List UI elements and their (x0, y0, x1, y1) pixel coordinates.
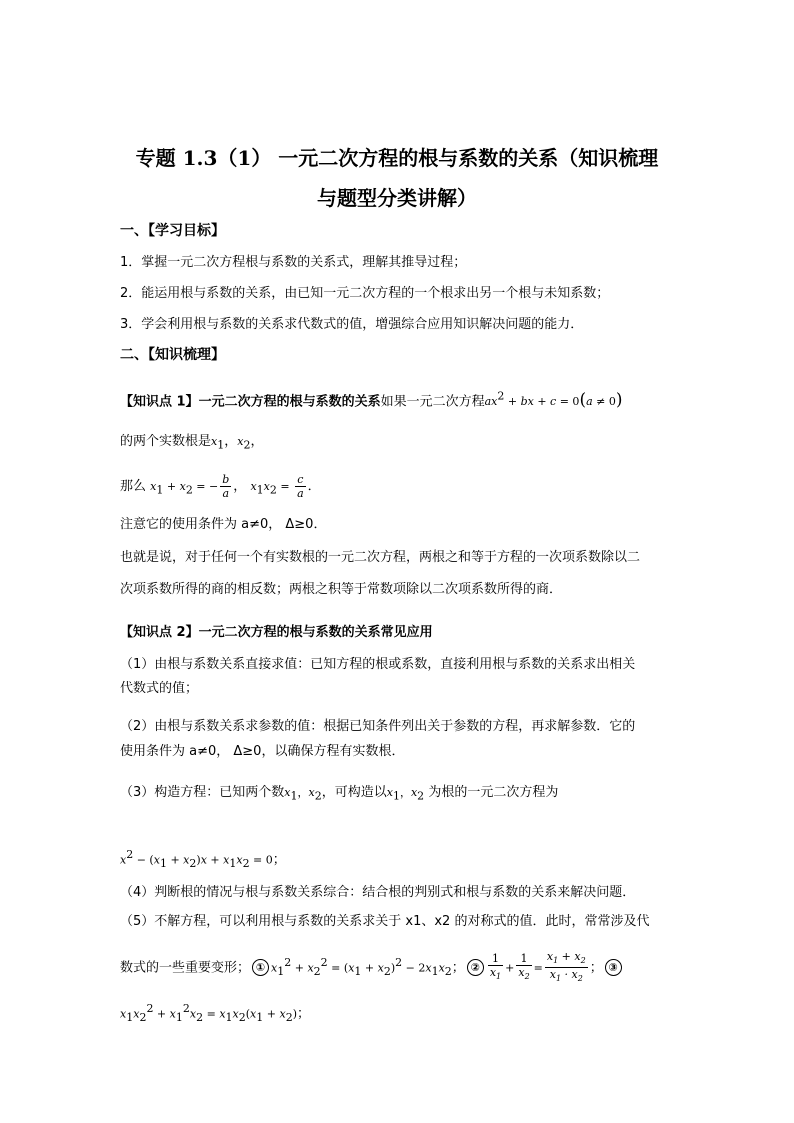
fraction-1-over-x2: $\frac{1}{x_2}$ (518, 952, 530, 982)
application-1-line2: 代数式的值； (120, 681, 199, 696)
section-heading-knowledge: 二、【知识梳理】 (120, 347, 225, 363)
goal-item-1: 1．掌握一元二次方程根与系数的关系式，理解其推导过程； (120, 255, 467, 270)
application-3-text-c: 为根的一元二次方程为 (428, 785, 559, 800)
quadratic-formula: $ax^2$ + bx + c = 0(a ≠ 0) (484, 390, 623, 411)
circle-number-3: ③ (605, 959, 622, 976)
application-4: （4）判断根的情况与根与系数关系综合：结合根的判别式和根与系数的关系来解决问题． (120, 885, 636, 900)
knowledge-point-1-label: 【知识点 1】一元二次方程的根与系数的关系 (120, 394, 381, 410)
separator: ， (224, 434, 238, 449)
fraction-1-over-x1: $\frac{1}{x_1}$ (489, 952, 502, 982)
goal-item-2: 2．能运用根与系数的关系，由已知一元二次方程的一个根求出另一个根与未知系数； (120, 286, 610, 301)
application-5-line1: （5）不解方程，可以利用根与系数的关系求关于 x1、x2 的对称式的值．此时，常常涉及代 (120, 914, 650, 929)
page-title-line1: 专题 1.3（1） 一元二次方程的根与系数的关系（知识梳理 (135, 146, 659, 170)
then-text: 那么 (120, 479, 147, 494)
usage-note: 注意它的使用条件为 a≠0， Δ≥0． (120, 517, 327, 532)
roots-text: 的两个实数根是 (120, 434, 212, 449)
vieta-formula-line: 那么 $x_1 + x_2$ = − $\frac{b}{a}$ ， $x_1x_2$ = $\frac{c}{a}$ ． (120, 473, 321, 500)
application-2-line2: 使用条件为 a≠0， Δ≥0，以确保方程有实数根． (120, 744, 405, 759)
knowledge-point-1-intro: 如果一元二次方程 (380, 394, 485, 410)
identity-3: $x_1x_2^2 + x_1^2x_2 = x_1x_2(x_1 + x_2)$； (120, 1002, 311, 1024)
circle-number-2: ② (467, 959, 484, 976)
application-3-text-a: （3）构造方程：已知两个数 (120, 785, 285, 800)
application-1-line1: （1）由根与系数关系直接求值：已知方程的根或系数，直接利用根与系数的关系求出相关 (120, 657, 636, 672)
roots-line: 的两个实数根是$x_1$，$x_2$， (120, 434, 264, 452)
application-5-line2: 数式的一些重要变形； ① $x_1^2 + x_2^2 = (x_1 + x_2)^2 - 2x_1x_2$； ② $\frac{1}{x_1}$ + $\frac{1}{x_2}$ = $\frac{x_1 + x_2}{x_1 \cdot x_2}$ ； ③ (120, 950, 680, 986)
application-3-text-b: ，可构造以 (321, 785, 387, 800)
knowledge-point-2-label: 【知识点 2】一元二次方程的根与系数的关系常见应用 (120, 625, 433, 640)
goal-item-3: 3．学会利用根与系数的关系求代数式的值，增强综合应用知识解决问题的能力． (120, 317, 584, 332)
page-title-line2: 与题型分类讲解） (317, 186, 477, 210)
fraction-neg-b-over-a: $\frac{b}{a}$ (222, 473, 230, 500)
application-2-line1: （2）由根与系数关系求参数的值：根据已知条件列出关于参数的方程，再求解参数．它的 (120, 719, 636, 734)
constructed-equation: $x^2 - (x_1 + x_2)x + x_1x_2 = 0$； (120, 848, 286, 870)
application-3-line: （3）构造方程：已知两个数$x_1$，$x_2$，可构造以$x_1$，$x_2$ 为根的一元二次方程为 (120, 785, 559, 803)
knowledge-point-1-line (120, 388, 680, 411)
explanation-line-2: 次项系数所得的商的相反数；两根之积等于常数项除以二次项系数所得的商． (120, 582, 563, 597)
application-5-text: 数式的一些重要变形； (120, 960, 251, 976)
section-heading-goals: 一、【学习目标】 (120, 223, 225, 239)
explanation-line-1: 也就是说，对于任何一个有实数根的一元二次方程，两根之和等于方程的一次项系数除以二 (120, 550, 641, 565)
circle-number-1: ① (252, 959, 269, 976)
fraction-sum-over-product: $\frac{x_1 + x_2}{x_1 \cdot x_2}$ (546, 950, 586, 984)
fraction-c-over-a: $\frac{c}{a}$ (297, 473, 304, 500)
